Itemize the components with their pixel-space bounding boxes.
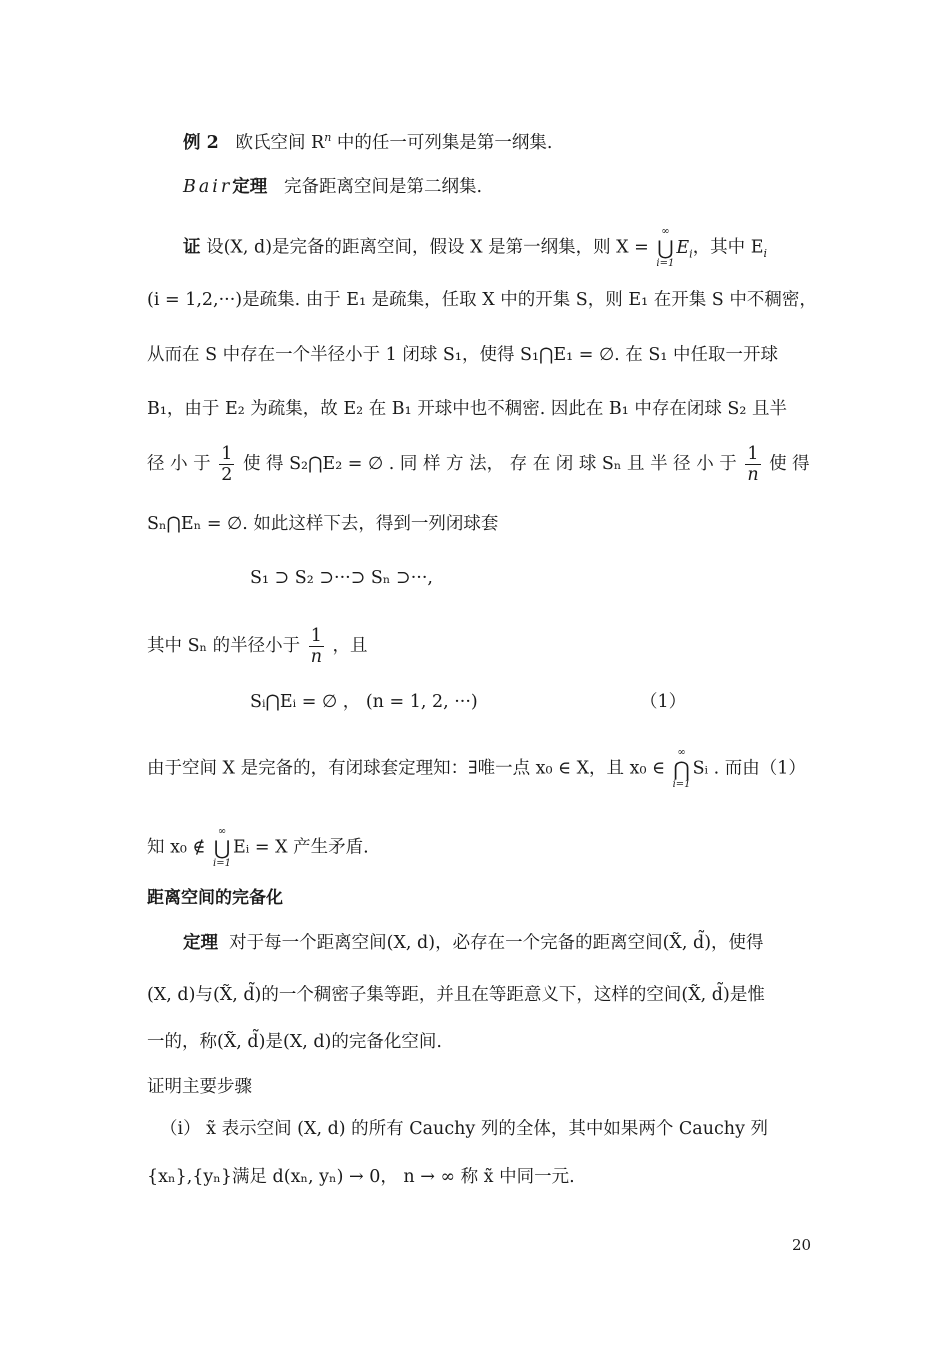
baire-name: Bair [183,177,233,197]
proof-line-1-b: ，其中 E [692,237,764,258]
proof-steps-title: 证明主要步骤 [147,1077,252,1097]
proof-line-10 [147,747,806,791]
proof-line-2: (i = 1,2,···)是疏集. 由于 E₁ 是疏集，任取 X 中的开集 S，则 E₁ 在开集 S 中不稠密， [147,290,817,310]
proof-line-5-a: 径 小 于 [147,454,211,474]
baire-text: 完备距离空间是第二纲集. [283,177,483,197]
example-text-2: 中的任一可列集是第一纲集. [331,133,553,153]
proof-line-5-b: 使 得 S₂⋂E₂ = ∅ . 同 样 方 法， 存 在 闭 球 Sₙ 且 半 径 小 于 [242,454,737,474]
intersection-operator: ∞ ⋂ i=1 [672,747,691,790]
nested-balls: S₁ ⊃ S₂ ⊃···⊃ Sₙ ⊃···, [250,568,433,588]
proof-line-5-c: 使 得 [769,454,810,474]
proof-line-8 [147,626,367,667]
baire-label: 定理 [232,177,268,197]
fraction-one-over-n-2: $\frac{1}{n}$ [310,626,322,667]
baire-theorem-line [183,175,482,199]
example-text: 欧氏空间 R [235,133,325,153]
proof-line-3: 从而在 S 中存在一个半径小于 1 闭球 S₁，使得 S₁⋂E₁ = ∅. 在 S₁ 中任取一开球 [147,345,778,365]
proof-line-8-a: 其中 Sₙ 的半径小于 [147,636,301,656]
theorem-label: 定理 [183,933,218,953]
proof-line-4: B₁，由于 E₂ 为疏集，故 E₂ 在 B₁ 开球中也不稠密. 因此在 B₁ 中存在闭球 S₂ 且半 [147,399,787,419]
proof-line-1-a: 设(X, d)是完备的距离空间，假设 X 是第一纲集，则 X = [206,237,655,258]
example-label: 例 2 [183,133,219,153]
equation-number: （1） [640,692,687,712]
equation-1: Sᵢ⋂Eᵢ = ∅ ， (n = 1, 2, ···) [250,692,478,712]
theorem-line-1 [183,931,764,955]
section-heading: 距离空间的完备化 [147,888,283,908]
example-sup: n [324,131,332,145]
union-operator-2: ∞ ⋃ i=1 [213,826,231,869]
page-number: 20 [792,1236,812,1254]
proof-line-8-b: ，且 [332,636,368,656]
step-1-line-2: {xₙ},{yₙ}满足 d(xₙ, yₙ) → 0， n → ∞ 称 x̃ 中同一元. [147,1167,575,1187]
proof-line-5 [147,444,810,485]
theorem-line-3: 一的，称(X̃, d̃)是(X, d)的完备化空间. [147,1032,442,1052]
fraction-one-over-n: $\frac{1}{n}$ [747,444,759,485]
fraction-one-half: $\frac{1}{2}$ [221,444,233,485]
example-2-line [183,131,552,155]
union-operator: ∞ ⋃ i=1 [656,226,675,269]
proof-line-10-a: 由于空间 X 是完备的，有闭球套定理知：∃唯一点 x₀ ∈ X，且 x₀ ∈ [147,758,666,779]
theorem-text-1: 对于每一个距离空间(X, d)，必存在一个完备的距离空间(X̃, d̃)，使得 [229,933,764,953]
proof-line-11-a: 知 x₀ ∉ [147,837,206,858]
step-1-line-1: （i） x̃ 表示空间 (X, d) 的所有 Cauchy 列的全体，其中如果两个 Cauchy 列 [160,1119,769,1139]
proof-line-10-b: Sᵢ . 而由（1） [692,758,806,779]
proof-line-6: Sₙ⋂Eₙ = ∅. 如此这样下去，得到一列闭球套 [147,514,499,534]
proof-line-11 [147,826,369,870]
proof-line-1: 证 设(X, d)是完备的距离空间，假设 X 是第一纲集，则 X = ∞ ⋃ i=1 $E_i$，其中 $E_i$ [183,226,768,269]
proof-label: 证 [183,237,201,258]
theorem-line-2: (X, d)与(X̃, d̃)的一个稠密子集等距，并且在等距意义下，这样的空间(X̃, d̃)是惟 [147,985,765,1005]
proof-line-11-b: Eᵢ = X 产生矛盾. [233,837,369,858]
